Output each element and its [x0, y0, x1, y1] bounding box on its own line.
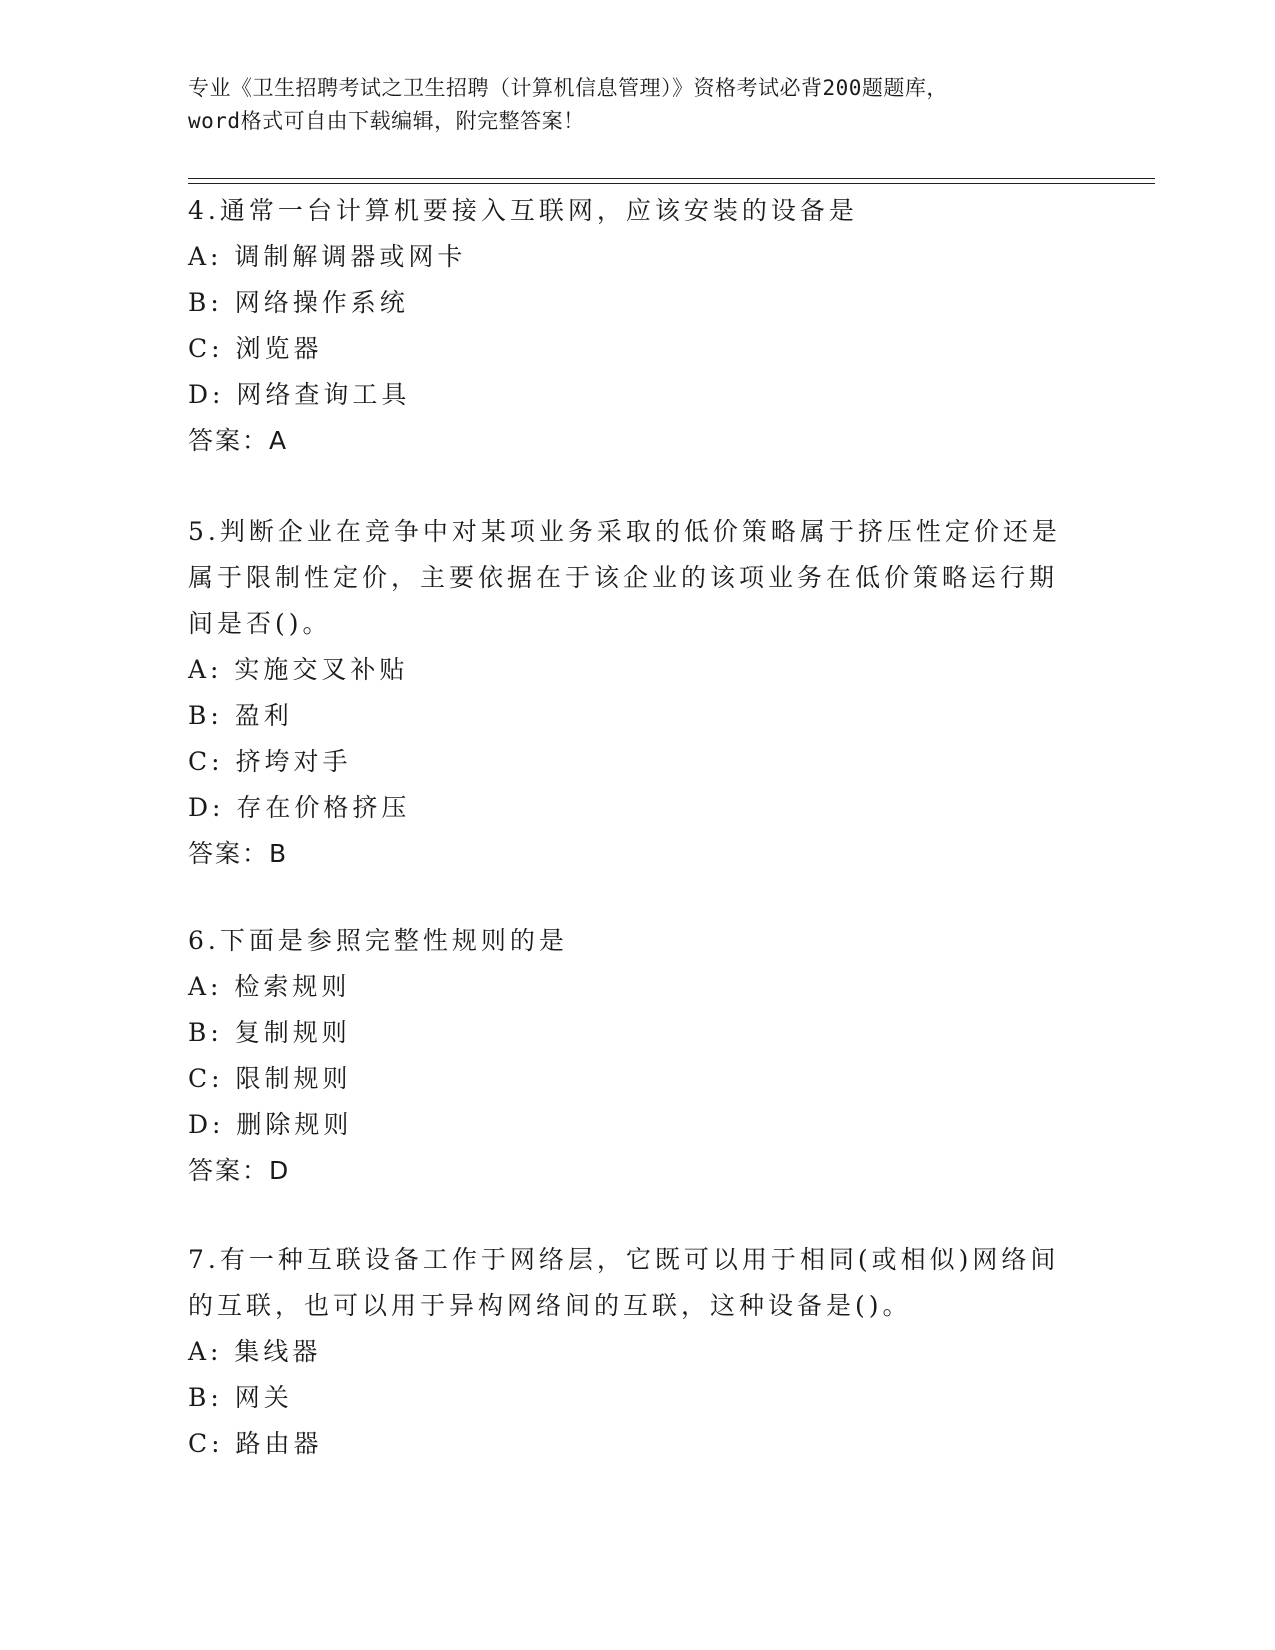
option-a: A: 检索规则	[188, 972, 351, 1001]
option-a: A: 实施交叉补贴	[188, 655, 409, 684]
answer-line: 答案：A	[188, 426, 289, 455]
option-c: C: 挤垮对手	[188, 747, 352, 776]
header-divider-top	[188, 178, 1155, 179]
header-title-line-1: 专业《卫生招聘考试之卫生招聘（计算机信息管理）》资格考试必背200题题库，	[188, 76, 948, 100]
option-a: A: 集线器	[188, 1337, 322, 1366]
option-b: B: 复制规则	[188, 1018, 351, 1047]
option-d: D: 删除规则	[188, 1110, 353, 1139]
header-divider-bottom	[188, 183, 1155, 184]
question-stem-line-2: 的互联，也可以用于异构网络间的互联，这种设备是()。	[188, 1291, 912, 1320]
option-c: C: 路由器	[188, 1429, 323, 1458]
question-6	[188, 918, 1088, 1194]
option-b: B: 盈利	[188, 701, 293, 730]
option-d: D: 存在价格挤压	[188, 793, 411, 822]
question-stem: 4.通常一台计算机要接入互联网，应该安装的设备是	[188, 196, 858, 225]
option-c: C: 浏览器	[188, 334, 323, 363]
option-a: A: 调制解调器或网卡	[188, 242, 467, 271]
answer-line: 答案：B	[188, 839, 289, 868]
document-header	[188, 72, 1088, 138]
header-title-line-2: word格式可自由下载编辑，附完整答案！	[188, 109, 585, 133]
option-d: D: 网络查询工具	[188, 380, 411, 409]
question-stem-line-1: 7.有一种互联设备工作于网络层，它既可以用于相同(或相似)网络间	[188, 1245, 1060, 1274]
question-4	[188, 188, 1088, 464]
question-stem-line-2: 属于限制性定价，主要依据在于该企业的该项业务在低价策略运行期	[188, 563, 1059, 592]
question-stem-line-1: 5.判断企业在竞争中对某项业务采取的低价策略属于挤压性定价还是	[188, 517, 1061, 546]
answer-line: 答案：D	[188, 1156, 291, 1185]
option-b: B: 网关	[188, 1383, 293, 1412]
question-stem: 6.下面是参照完整性规则的是	[188, 926, 568, 955]
option-c: C: 限制规则	[188, 1064, 352, 1093]
question-5	[188, 509, 1088, 877]
question-stem-line-3: 间是否()。	[188, 609, 332, 638]
question-7	[188, 1237, 1088, 1467]
option-b: B: 网络操作系统	[188, 288, 409, 317]
